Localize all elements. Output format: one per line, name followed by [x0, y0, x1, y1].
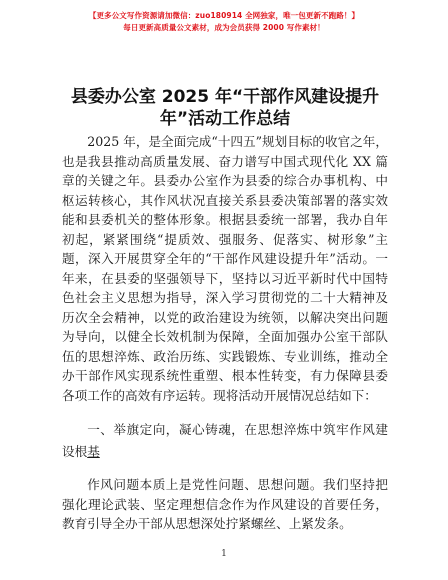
page-number: 1 [221, 549, 227, 559]
promo-banner-line-1: 【更多公文写作资源请加微信：zuo180914 全网独家，唯一包更新不跑路！】 [88, 11, 360, 20]
document-body [62, 132, 388, 534]
intro-paragraph: 2025 年，是全面完成“十四五”规划目标的收官之年，也是我县推动高质量发展、奋力谱写中国式现代化 XX 篇章的关键之年。县委办公室作为县委的综合办事机构、中枢运转核心，其作风状况直接关系县委决策部署的落实效能和县委机关的整体形象。根据县委统一部署，我办自年初起，紧紧围绕“提质效、强服务、促落实、树形象”主题，深入开展贯穿全年的“干部作风建设提升年”活动。一年来，在县委的坚强领导下，坚持以习近平新时代中国特色社会主义思想为指导，深入学习贯彻党的二十大精神及历次全会精神，以党的政治建设为统领，以解决突出问题为导向，以健全长效机制为保障，全面加强办公室干部队伍的思想淬炼、政治历练、实践锻炼、专业训练，推动全办干部作风实现系统性重塑、根本性转变，有力保障县委各项工作的高效有序运转。现将活动开展情况总结如下： [62, 134, 388, 403]
section-1-paragraph: 作风问题本质上是党性问题、思想问题。我们坚持把强化理论武装、坚定理想信念作为作风建设的首要任务，教育引导全办干部从思想深处拧紧螺丝、上紧发条。 [62, 477, 388, 531]
section-heading-1 [62, 419, 388, 463]
section-heading-1-text: 一、举旗定向，凝心铸魂，在思想淬炼中筑牢作风建设根 [62, 422, 388, 459]
section-heading-1-tail: 基 [87, 444, 100, 459]
promo-banner-line-2: 每日更新高质量公文素材，成为会员获得 2000 写作素材！ [123, 23, 325, 32]
document-title: 县委办公室 2025 年“干部作风建设提升年”活动工作总结 [70, 87, 380, 129]
